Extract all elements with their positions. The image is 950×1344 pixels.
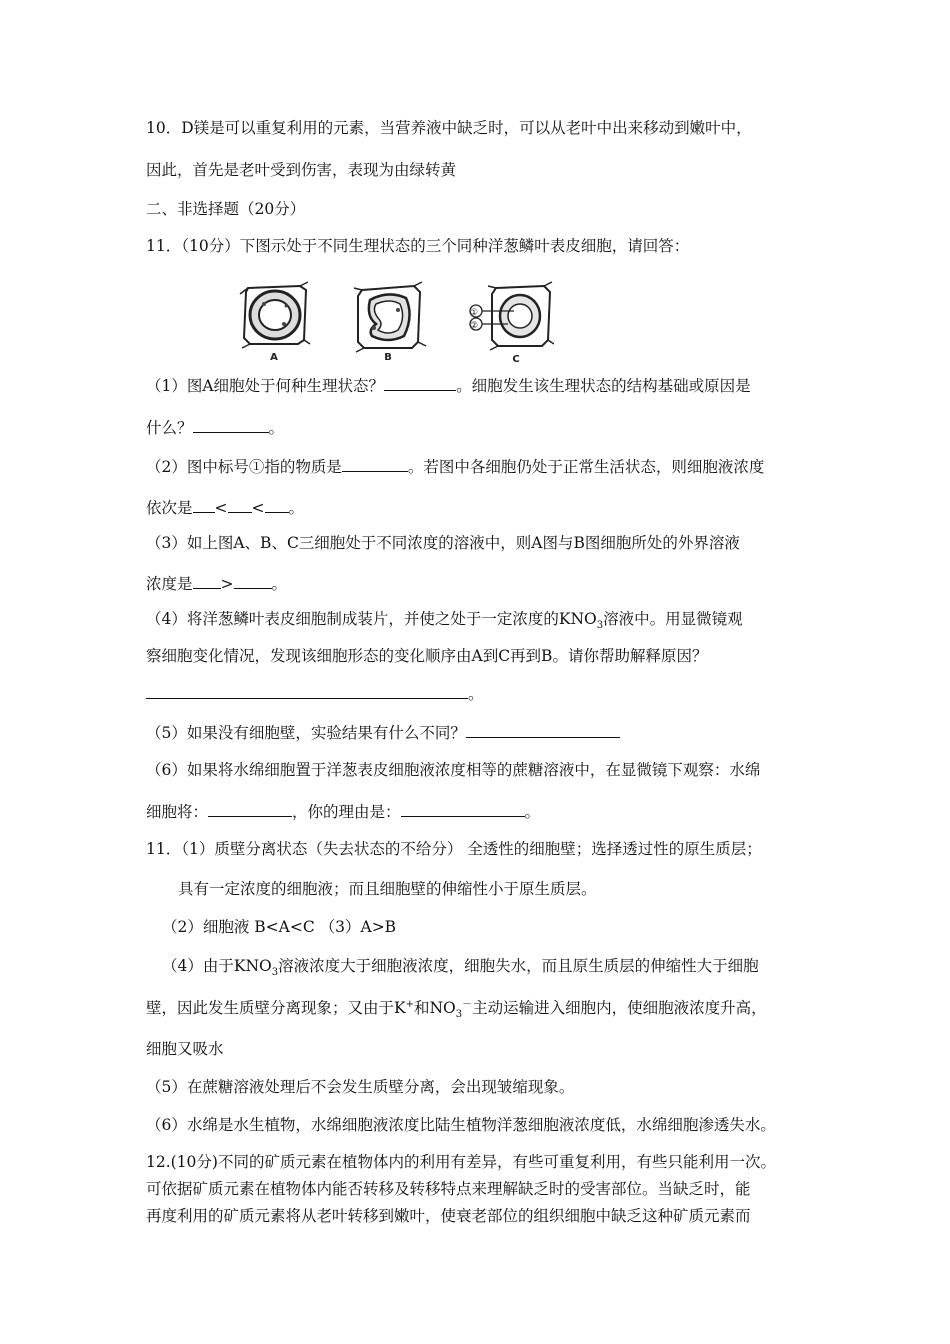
text: 。	[271, 575, 288, 593]
text: 。	[288, 499, 305, 517]
text: <	[251, 499, 265, 517]
text: 。若图中各细胞仍处于正常生活状态，则细胞液浓度	[407, 458, 765, 476]
blank	[401, 800, 525, 817]
question-4	[146, 609, 743, 632]
text: （1）图A细胞处于何种生理状态？	[146, 377, 385, 395]
text: 主动运输进入细胞内，使细胞液浓度升高，	[472, 999, 767, 1017]
label-a: A	[270, 352, 278, 363]
blank	[265, 496, 289, 513]
subscript: 3	[455, 1009, 463, 1021]
marker-1: ①	[469, 308, 479, 318]
blank	[466, 721, 620, 738]
text: 溶液浓度大于细胞液浓度，细胞失水，而且原生质层的伸缩性大于细胞	[278, 957, 759, 975]
blank	[208, 800, 292, 817]
question-4-cont: 察细胞变化情况，发现该细胞形态的变化顺序由A到C再到B。请你帮助解释原因？	[146, 647, 708, 665]
blank	[193, 572, 221, 589]
text: 什么？	[146, 419, 193, 437]
question-6: （6）如果将水绵细胞置于洋葱表皮细胞液浓度相等的蔗糖溶液中，在显微镜下观察：水绵	[146, 761, 761, 779]
answer-5: （5）在蔗糖溶液处理后不会发生质壁分离，会出现皱缩现象。	[146, 1078, 575, 1096]
question-12-cont: 可依据矿质元素在植物体内能否转移及转移特点来理解缺乏时的受害部位。当缺乏时，能	[146, 1180, 751, 1198]
blank	[228, 496, 252, 513]
text-line: 10．D镁是可以重复利用的元素，当营养液中缺乏时，可以从老叶中出来移动到嫩叶中，	[146, 119, 752, 137]
text: （5）如果没有细胞壁，实验结果有什么不同？	[146, 724, 466, 742]
question-11-title: 11．（10分）下图示处于不同生理状态的三个同种洋葱鳞叶表皮细胞，请回答：	[146, 237, 690, 255]
cell-figure	[238, 280, 554, 366]
text: <	[214, 499, 228, 517]
question-1-cont	[146, 416, 284, 438]
cell-a	[240, 282, 310, 348]
question-12: 12.(10分)不同的矿质元素在植物体内的利用有差异，有些可重复利用，有些只能利用一次。	[146, 1153, 776, 1171]
question-12-cont: 再度利用的矿质元素将从老叶转移到嫩叶，使衰老部位的组织细胞中缺乏这种矿质元素而	[146, 1207, 751, 1225]
text: 溶液中。用显微镜观	[603, 610, 743, 628]
blank	[146, 682, 468, 699]
answer-4	[162, 956, 759, 979]
label-c: C	[512, 354, 520, 365]
subscript: 3	[596, 620, 604, 632]
text: 依次是	[146, 499, 193, 517]
text: >	[220, 575, 234, 593]
text: 壁，因此发生质壁分离现象；又由于K	[146, 999, 406, 1017]
answer-1-cont: 具有一定浓度的细胞液；而且细胞壁的伸缩性小于原生质层。	[178, 880, 597, 898]
answer-4-end: 细胞又吸水	[146, 1040, 224, 1058]
marker-2: ②	[469, 321, 479, 331]
blank	[193, 416, 269, 433]
text: 。	[268, 419, 285, 437]
question-1	[146, 374, 751, 396]
cell-b	[354, 282, 426, 352]
superscript: －	[462, 998, 473, 1010]
blank	[384, 374, 456, 391]
text: （4）将洋葱鳞叶表皮细胞制成装片，并使之处于一定浓度的KNO	[146, 610, 597, 628]
question-2	[146, 455, 764, 477]
text: 和NO	[413, 999, 456, 1017]
label-b: B	[384, 352, 392, 363]
text: 。	[468, 685, 484, 703]
question-4-answer-line	[146, 682, 484, 704]
answer-1: 11．（1）质壁分离状态（失去状态的不给分） 全透性的细胞壁；选择透过性的原生质层；	[146, 840, 762, 858]
text: （4）由于KNO	[162, 957, 272, 975]
text: 细胞将：	[146, 803, 209, 821]
answer-2-3: （2）细胞液 B<A<C （3）A>B	[162, 918, 397, 936]
question-6-cont	[146, 800, 540, 822]
text: 。细胞发生该生理状态的结构基础或原因是	[456, 377, 751, 395]
text: ，你的理由是：	[292, 803, 401, 821]
superscript: +	[405, 998, 414, 1010]
blank	[234, 572, 272, 589]
question-2-cont	[146, 496, 304, 518]
text: 浓度是	[146, 575, 193, 593]
text: （2）图中标号①指的物质是	[146, 458, 342, 476]
blank	[193, 496, 215, 513]
question-3: （3）如上图A、B、C三细胞处于不同浓度的溶液中，则A图与B图细胞所处的外界溶液	[146, 534, 740, 552]
blank	[342, 455, 408, 472]
text: 。	[524, 803, 541, 821]
answer-6: （6）水绵是水生植物，水绵细胞液浓度比陆生植物洋葱细胞液浓度低，水绵细胞渗透失水。	[146, 1116, 776, 1134]
section-heading: 二、非选择题（20分）	[146, 200, 306, 218]
subscript: 3	[271, 967, 279, 979]
question-3-cont	[146, 572, 287, 594]
cell-c	[470, 282, 554, 350]
text-line: 因此，首先是老叶受到伤害，表现为由绿转黄	[146, 161, 457, 179]
question-5	[146, 721, 620, 743]
answer-4-cont	[146, 998, 767, 1021]
